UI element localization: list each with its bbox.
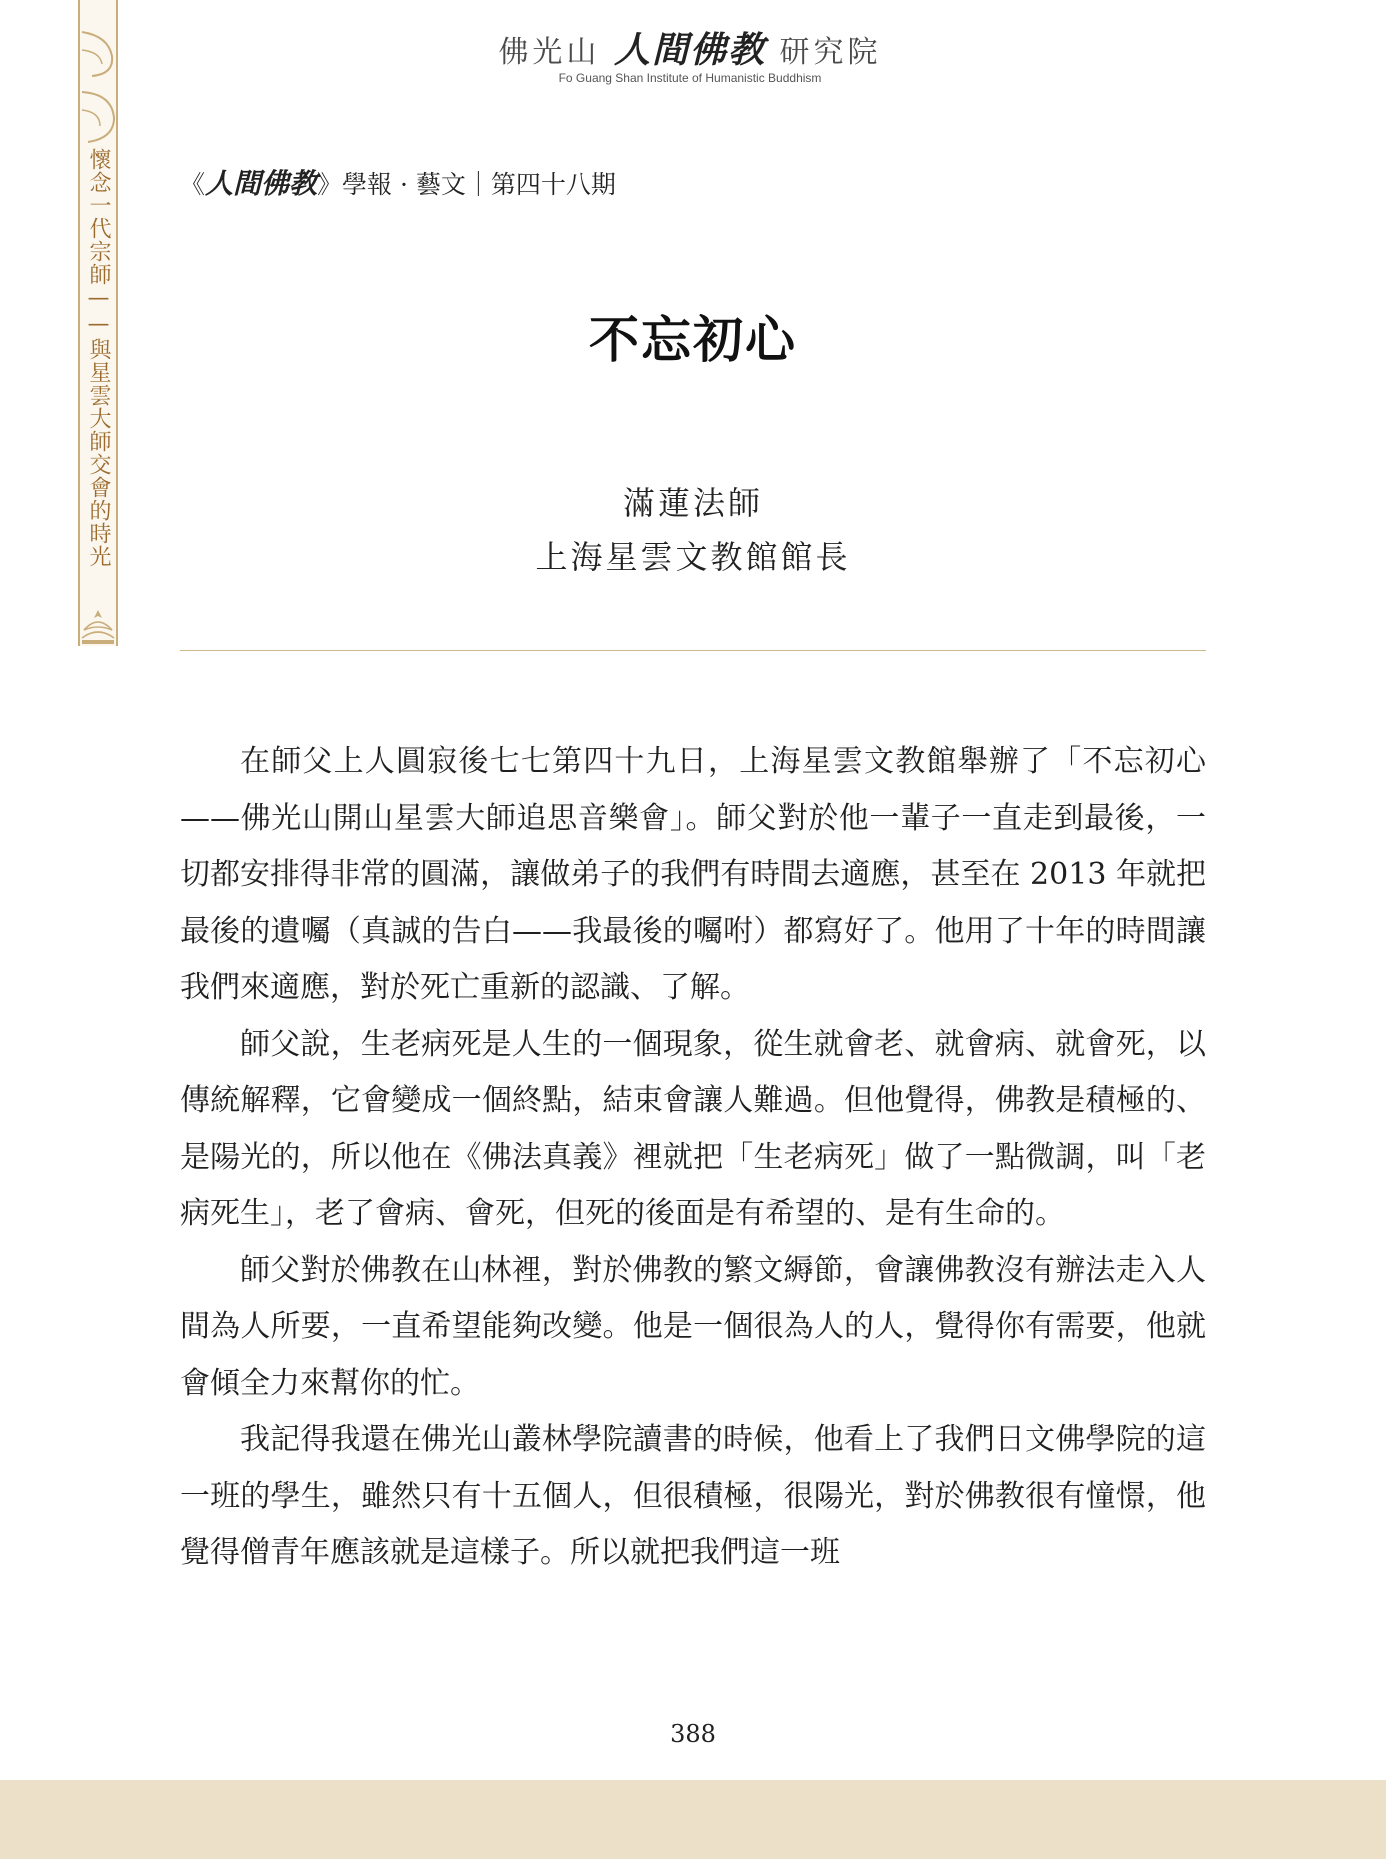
body-paragraph: 在師父上人圓寂後七七第四十九日，上海星雲文教館舉辦了「不忘初心——佛光山開山星雲大師追思音樂會」。師父對於他一輩子一直走到最後，一切都安排得非常的圓滿，讓做弟子的我們有時間去適應，甚至在 2013 年就把最後的遺囑（真誠的告白——我最後的囑咐）都寫好了。他用了十年的時間讓我們來適應，對於死亡重新的認識、了解。 bbox=[180, 744, 1206, 1005]
footer-band bbox=[0, 1780, 1386, 1859]
journal-issue-label: 》學報 · 藝文｜第四十八期 bbox=[317, 170, 616, 199]
institute-suffix: 研究院 bbox=[779, 35, 882, 70]
journal-script-name: 人間佛教 bbox=[205, 167, 318, 200]
swirl-ornament-icon bbox=[78, 22, 118, 152]
journal-header bbox=[180, 162, 616, 202]
article-body bbox=[180, 734, 1206, 1582]
institute-prefix: 佛光山 bbox=[498, 35, 601, 70]
article-title: 不忘初心 bbox=[589, 310, 797, 369]
article-author: 滿蓮法師 bbox=[622, 484, 763, 522]
journal-open-bracket: 《 bbox=[180, 170, 206, 199]
body-paragraph: 師父說，生老病死是人生的一個現象，從生就會老、就會病、就會死，以傳統解釋，它會變成一個終點，結束會讓人難過。但他覺得，佛教是積極的、是陽光的，所以他在《佛法真義》裡就把「生老病死」做了一點微調，叫「老病死生」，老了會病、會死，但死的後面是有希望的、是有生命的。 bbox=[180, 1026, 1206, 1231]
lotus-ornament-icon bbox=[80, 608, 116, 646]
institute-english-name: Fo Guang Shan Institute of Humanistic Buddhism bbox=[558, 71, 822, 85]
institute-title bbox=[490, 22, 890, 73]
page-number: 388 bbox=[670, 1720, 716, 1748]
header-divider bbox=[180, 650, 1206, 651]
institute-script-logo: 人間佛教 bbox=[613, 29, 766, 71]
author-affiliation: 上海星雲文教館館長 bbox=[535, 538, 851, 576]
side-tab-title: 懷念一代宗師——與星雲大師交會的時光 bbox=[86, 148, 111, 568]
body-paragraph: 我記得我還在佛光山叢林學院讀書的時候，他看上了我們日文佛學院的這一班的學生，雖然只有十五個人，但很積極，很陽光，對於佛教很有憧憬，他覺得僧青年應該就是這樣子。所以就把我們這一班 bbox=[180, 1422, 1206, 1570]
body-paragraph: 師父對於佛教在山林裡，對於佛教的繁文縟節，會讓佛教沒有辦法走入人間為人所要，一直希望能夠改變。他是一個很為人的人，覺得你有需要，他就會傾全力來幫你的忙。 bbox=[180, 1252, 1206, 1401]
